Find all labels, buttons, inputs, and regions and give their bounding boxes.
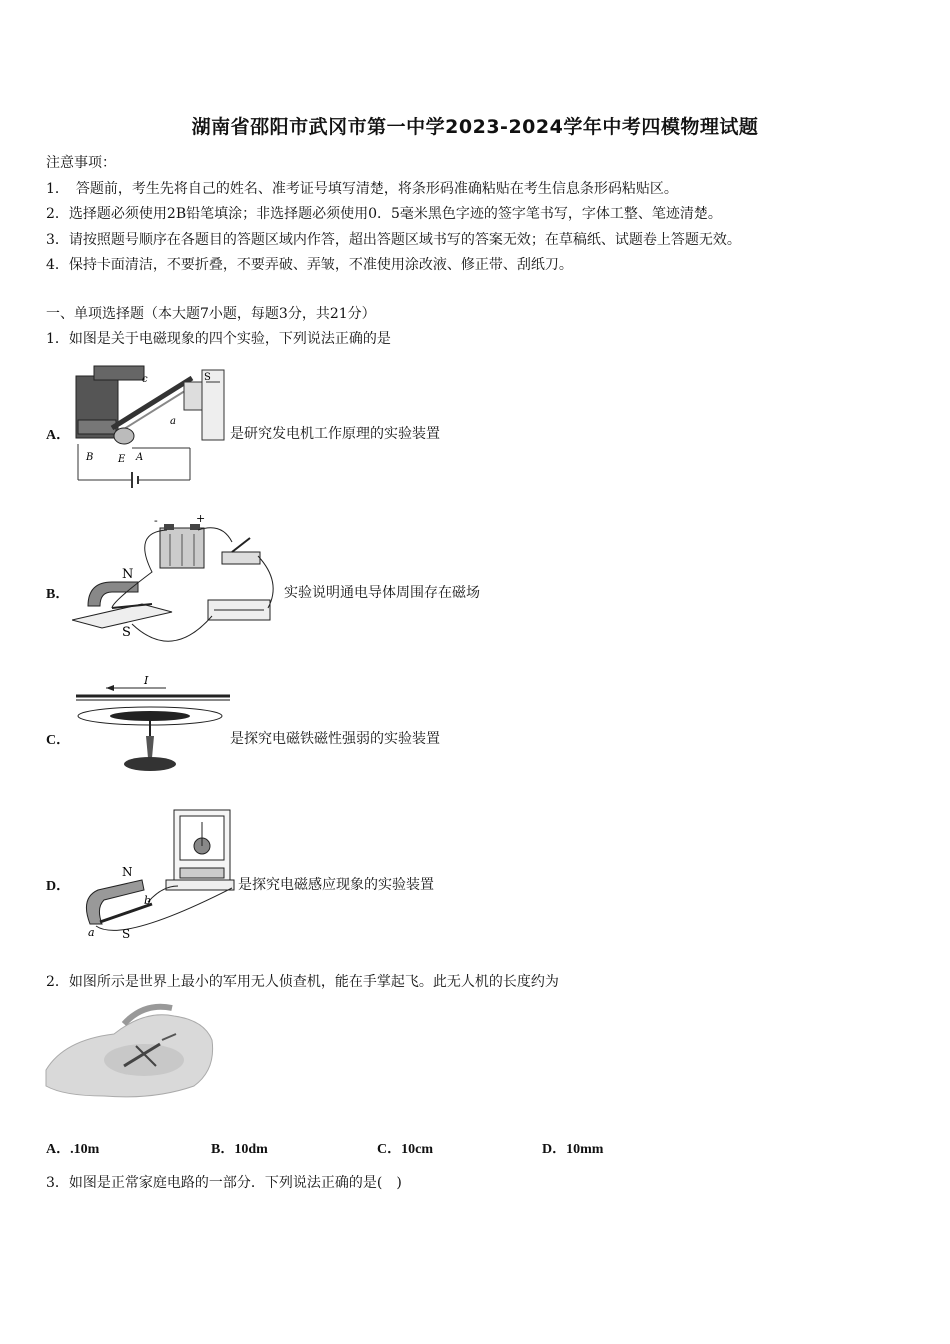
label-plus: + bbox=[196, 512, 206, 525]
q1-option-a-letter: A． bbox=[46, 428, 71, 443]
note-item-1: 1． 答题前，考生先将自己的姓名、准考证号填写清楚，将条形码准确粘贴在考生信息条形码粘贴区。 bbox=[46, 181, 678, 197]
label-b: B bbox=[86, 452, 94, 463]
label-a: a bbox=[88, 926, 95, 939]
q2-choice-c[interactable]: C．10cm bbox=[377, 1142, 433, 1157]
note-item-4: 4．保持卡面清洁，不要折叠，不要弄破、弄皱，不准使用涂改液、修正带、刮纸刀。 bbox=[46, 257, 573, 273]
induction-experiment-figure bbox=[82, 806, 238, 944]
question-1-stem: 1．如图是关于电磁现象的四个实验，下列说法正确的是 bbox=[46, 331, 391, 347]
label-a-small: a bbox=[170, 416, 176, 427]
label-b: b bbox=[144, 894, 152, 907]
page-title: 湖南省邵阳市武冈市第一中学2023-2024学年中考四模物理试题 bbox=[191, 116, 759, 138]
q1-option-a-text: 是研究发电机工作原理的实验装置 bbox=[230, 426, 440, 442]
q1-option-c-text: 是探究电磁铁磁性强弱的实验装置 bbox=[230, 731, 440, 747]
label-n: N bbox=[122, 865, 133, 879]
label-minus: - bbox=[154, 514, 158, 527]
current-magnetic-field-figure bbox=[76, 676, 232, 776]
q1-option-d-letter: D． bbox=[46, 879, 71, 894]
q1-option-b-letter: B． bbox=[46, 587, 70, 602]
question-3-stem: 3．如图是正常家庭电路的一部分．下列说法正确的是( ) bbox=[46, 1175, 402, 1191]
label-n: N bbox=[122, 567, 134, 582]
q2-choice-d[interactable]: D．10mm bbox=[542, 1142, 604, 1157]
note-item-3: 3．请按照题号顺序在各题目的答题区域内作答，超出答题区域书写的答案无效；在草稿纸、试题卷上答题无效。 bbox=[46, 232, 741, 248]
q1-option-c-letter: C． bbox=[46, 733, 71, 748]
label-s: S bbox=[122, 927, 131, 941]
q2-choice-b[interactable]: B．10dm bbox=[211, 1142, 268, 1157]
label-current: I bbox=[144, 676, 149, 687]
question-2-stem: 2．如图所示是世界上最小的军用无人侦查机，能在手掌起飞。此无人机的长度约为 bbox=[46, 974, 559, 990]
note-item-2: 2．选择题必须使用2B铅笔填涂；非选择题必须使用0．5毫米黑色字迹的签字笔书写，字体工整、笔迹清楚。 bbox=[46, 206, 722, 222]
notes-heading: 注意事项： bbox=[46, 155, 116, 171]
section-heading: 一、单项选择题（本大题7小题，每题3分，共21分） bbox=[46, 306, 376, 322]
drone-on-palm-photo bbox=[44, 1000, 216, 1102]
q1-option-d-text: 是探究电磁感应现象的实验装置 bbox=[238, 877, 434, 893]
label-s: S bbox=[204, 372, 211, 383]
label-e: E bbox=[118, 454, 126, 465]
q1-option-b-text: 实验说明通电导体周围存在磁场 bbox=[284, 585, 480, 601]
label-c: c bbox=[142, 374, 148, 385]
q2-choice-a[interactable]: A．.10m bbox=[46, 1142, 100, 1157]
label-a: A bbox=[136, 452, 144, 463]
label-s: S bbox=[122, 625, 131, 640]
oersted-experiment-figure bbox=[72, 512, 284, 654]
generator-experiment-figure bbox=[72, 356, 230, 490]
